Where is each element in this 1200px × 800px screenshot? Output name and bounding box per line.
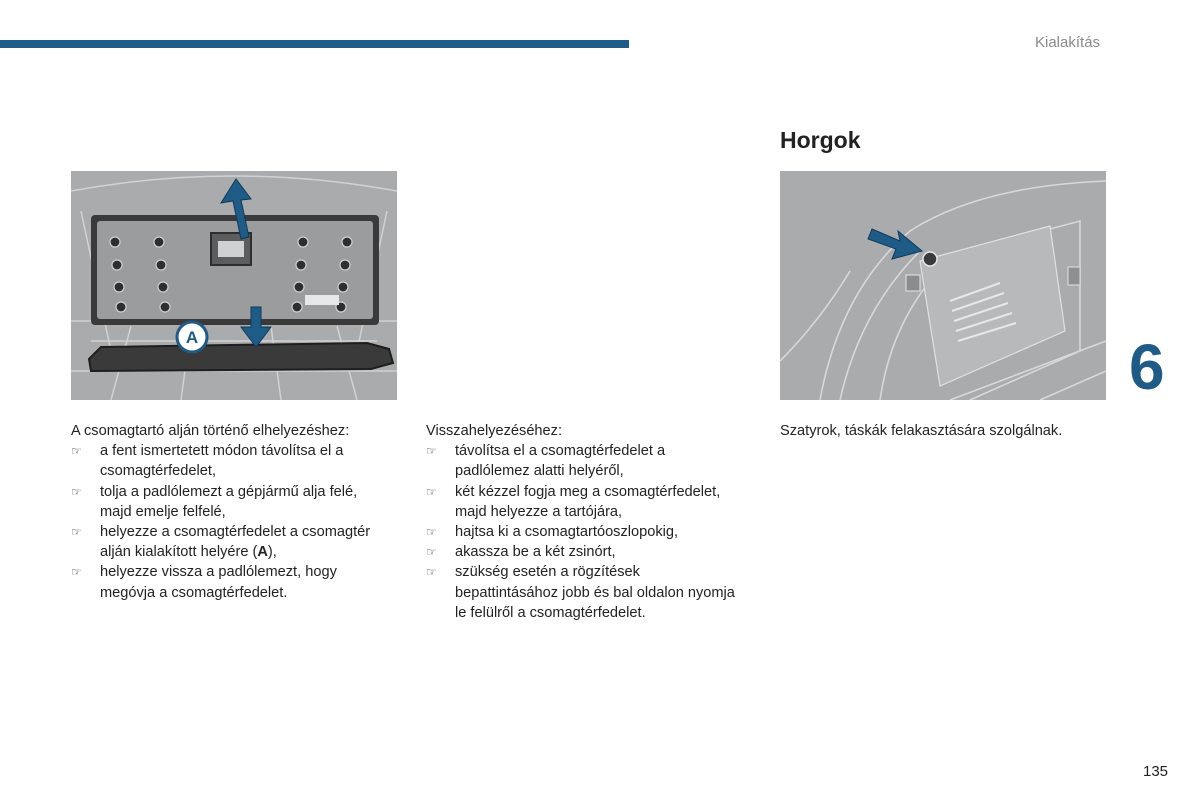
- pointing-hand-icon: ☞: [426, 484, 437, 499]
- pointing-hand-icon: ☞: [426, 545, 437, 560]
- refitting-instructions: [426, 421, 756, 623]
- list-item: ☞ hajtsa ki a csomagtartóoszlopokig,: [426, 522, 756, 542]
- pointing-hand-icon: ☞: [426, 525, 437, 540]
- list-item: ☞ távolítsa el a csomagtérfedelet a padlólemez alatti helyéről,: [426, 443, 666, 480]
- pointing-hand-icon: ☞: [426, 565, 437, 580]
- section-title: Kialakítás: [1035, 34, 1101, 51]
- list-item: ☞ akassza be a két zsinórt,: [426, 542, 756, 562]
- pointing-hand-icon: ☞: [426, 444, 437, 459]
- instruction-list: [71, 441, 401, 603]
- pointing-hand-icon: ☞: [71, 444, 82, 459]
- section-heading: Horgok: [780, 127, 861, 153]
- callout-a: A: [185, 328, 199, 347]
- luggage-cover-illustration: [71, 171, 397, 400]
- hooks-text: Szatyrok, táskák felakasztására szolgálnak.: [780, 423, 1063, 439]
- hooks-illustration: [780, 171, 1106, 400]
- pointing-hand-icon: ☞: [71, 525, 82, 540]
- list-item: ☞ szükség esetén a rögzítések bepattintásához jobb és bal oldalon nyomja le felülről a csomagtérfedelet.: [426, 564, 735, 621]
- list-item: ☞ két kézzel fogja meg a csomagtérfedelet, majd helyezze a tartójára,: [426, 483, 721, 520]
- header-bar: [0, 40, 629, 48]
- list-item: ☞ helyezze a csomagtérfedelet a csomagtér alján kialakított helyére (A),: [71, 524, 371, 561]
- intro-text: A csomagtartó alján történő elhelyezéshez:: [71, 423, 350, 439]
- list-item: ☞ a fent ismertetett módon távolítsa el a csomagtérfedelet,: [71, 443, 344, 480]
- pointing-hand-icon: ☞: [71, 565, 82, 580]
- page-number: 135: [1143, 763, 1169, 780]
- list-item: ☞ helyezze vissza a padlólemezt, hogy megóvja a csomagtérfedelet.: [71, 564, 337, 601]
- instruction-list: [426, 441, 756, 623]
- chapter-number: 6: [1129, 331, 1165, 403]
- stowing-instructions: [71, 421, 401, 603]
- intro-text: Visszahelyezéséhez:: [426, 423, 563, 439]
- pointing-hand-icon: ☞: [71, 484, 82, 499]
- list-item: ☞ tolja a padlólemezt a gépjármű alja felé, majd emelje felfelé,: [71, 483, 358, 520]
- hooks-description: [780, 421, 1110, 441]
